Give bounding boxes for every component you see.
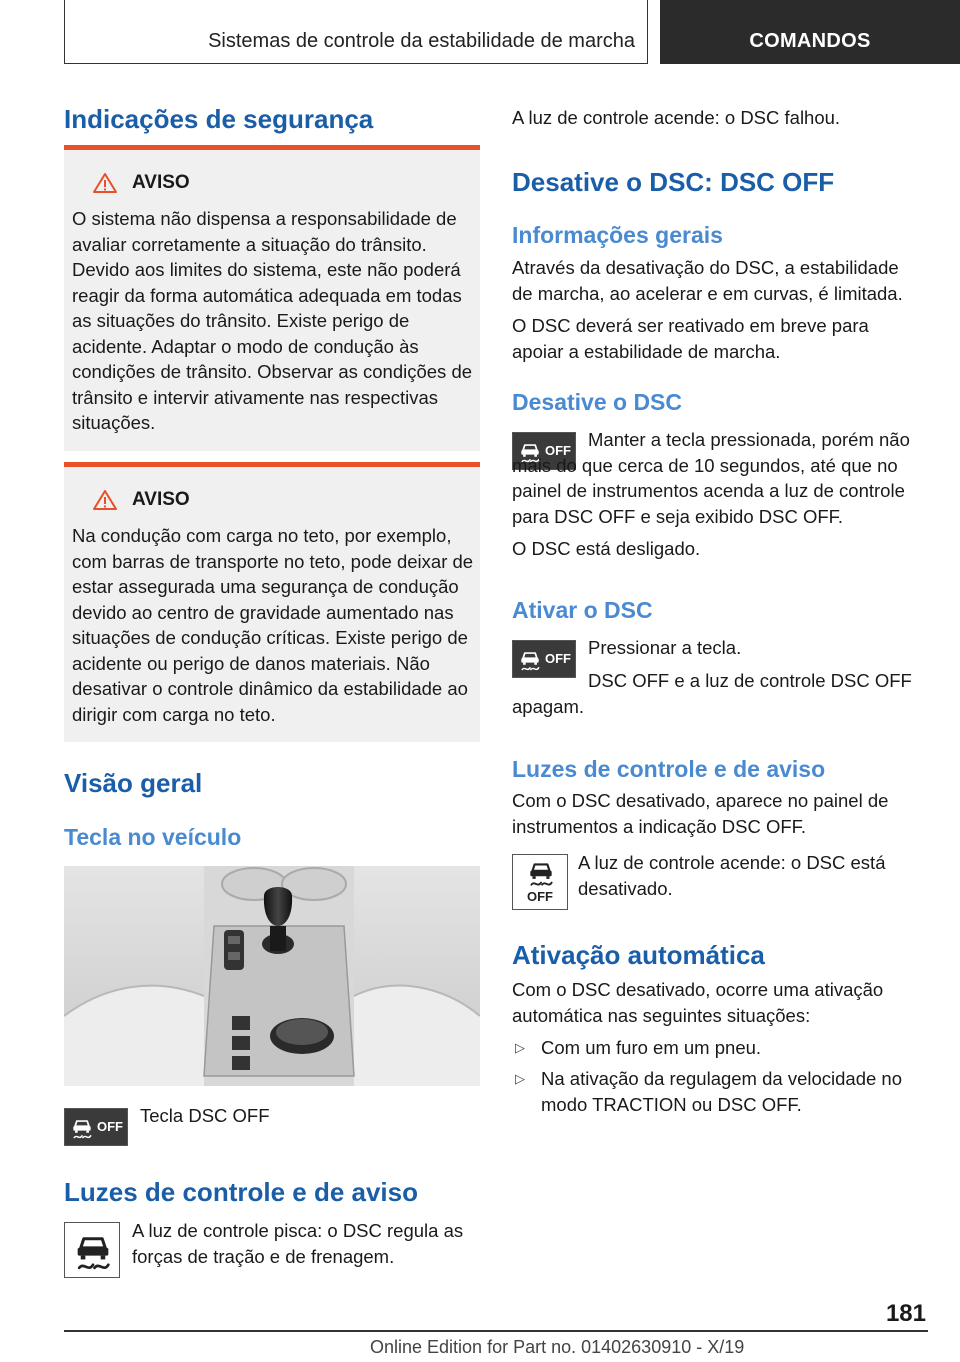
off-label: OFF bbox=[545, 443, 571, 458]
warning-triangle-icon bbox=[92, 489, 118, 511]
header-section-box bbox=[660, 0, 960, 64]
header-chapter-box bbox=[64, 0, 648, 64]
activate-text-2: DSC OFF e a luz de controle DSC OFF apagam. bbox=[512, 670, 912, 717]
auto-text: Com o DSC desativado, ocorre uma ativação automática nas seguintes situações: bbox=[512, 979, 884, 1026]
page-number: 181 bbox=[885, 1300, 926, 1327]
off-label: OFF bbox=[545, 651, 571, 666]
footer-rule bbox=[64, 1330, 928, 1332]
warning-box-1 bbox=[64, 145, 480, 451]
warning-text-2: Na condução com carga no teto, por exemplo, com barras de transporte no teto, pode deixar de estar assegurada uma segurança de condução devido ao centro de gravidade aumentado nas situações de condução críticas. Existe perigo de acidente ou perigo de danos materiais. Não desativar o controle dinâmico da estabilidade ao dirigir com carga no teto. bbox=[72, 525, 474, 725]
lights-heading-left: Luzes de controle e de aviso bbox=[64, 1177, 418, 1207]
button-caption: Tecla DSC OFF bbox=[140, 1105, 270, 1126]
warning-box-2 bbox=[64, 462, 480, 742]
deactivated-text: O DSC está desligado. bbox=[512, 538, 701, 559]
lights-text-right: Com o DSC desativado, aparece no painel de instrumentos a indicação DSC OFF. bbox=[512, 790, 889, 837]
warning-title-1: AVISO bbox=[132, 172, 190, 193]
deactivate-sub-heading: Desative o DSC bbox=[512, 389, 683, 415]
safety-heading: Indicações de segurança bbox=[64, 104, 374, 134]
general-p2: O DSC deverá ser reativado em breve para apoiar a estabilidade de marcha. bbox=[512, 315, 869, 362]
warning-triangle-icon bbox=[92, 172, 118, 194]
button-heading: Tecla no veículo bbox=[64, 824, 242, 850]
overview-heading: Visão geral bbox=[64, 768, 203, 798]
auto-heading: Ativação automática bbox=[512, 940, 765, 970]
activate-text-1: Pressionar a tecla. bbox=[588, 637, 742, 658]
bullet-icon: ▷ bbox=[515, 1040, 525, 1055]
deactivate-heading: Desative o DSC: DSC OFF bbox=[512, 167, 835, 197]
auto-item-1: Com um furo em um pneu. bbox=[541, 1037, 762, 1058]
general-p1: Através da desativação do DSC, a estabilidade de marcha, ao acelerar e em curvas, é limitada. bbox=[512, 257, 903, 304]
auto-item-2: Na ativação da regulagem da velocidade no modo TRACTION ou DSC OFF. bbox=[541, 1068, 902, 1115]
warning-header-2 bbox=[92, 489, 190, 511]
chapter-title: Sistemas de controle da estabilidade de marcha bbox=[208, 30, 635, 52]
dsc-skid-light-icon bbox=[64, 1222, 120, 1278]
warning-text-1: O sistema não dispensa a responsabilidade de avaliar corretamente a situação do trânsito. Devido aos limites do sistema, este não poderá reagir da forma automática adequada em todas as situações do trânsito. Existe perigo de acidente. Adaptar o modo de condução às condições de trânsito. Observar as condições de trânsito e intervir ativamente nas respectivas situações. bbox=[72, 208, 473, 433]
deactivate-text: Manter a tecla pressionada, porém não mais do que cerca de 10 segundos, até que no painel de instrumentos acenda a luz de controle para DSC OFF e seja exibido DSC OFF. bbox=[512, 429, 910, 527]
intro-text: A luz de controle acende: o DSC falhou. bbox=[512, 107, 841, 128]
edition-text: Online Edition for Part no. 01402630910 - X/19 bbox=[370, 1337, 745, 1357]
section-label: COMANDOS bbox=[749, 30, 871, 52]
off-label: OFF bbox=[97, 1119, 123, 1134]
off-label: OFF bbox=[527, 889, 553, 904]
lights-icon-text: A luz de controle acende: o DSC está desativado. bbox=[578, 852, 886, 899]
dsc-off-button-icon bbox=[64, 1108, 128, 1146]
dsc-off-light-icon bbox=[512, 854, 568, 910]
general-heading: Informações gerais bbox=[512, 222, 723, 248]
warning-header-1 bbox=[92, 172, 190, 194]
activate-heading: Ativar o DSC bbox=[512, 597, 653, 623]
lights-heading-right: Luzes de controle e de aviso bbox=[512, 756, 826, 782]
warning-title-2: AVISO bbox=[132, 489, 190, 510]
bullet-icon: ▷ bbox=[515, 1071, 525, 1086]
lights-text-left: A luz de controle pisca: o DSC regula as forças de tração e de frenagem. bbox=[132, 1220, 464, 1267]
center-console-photo bbox=[64, 866, 480, 1086]
